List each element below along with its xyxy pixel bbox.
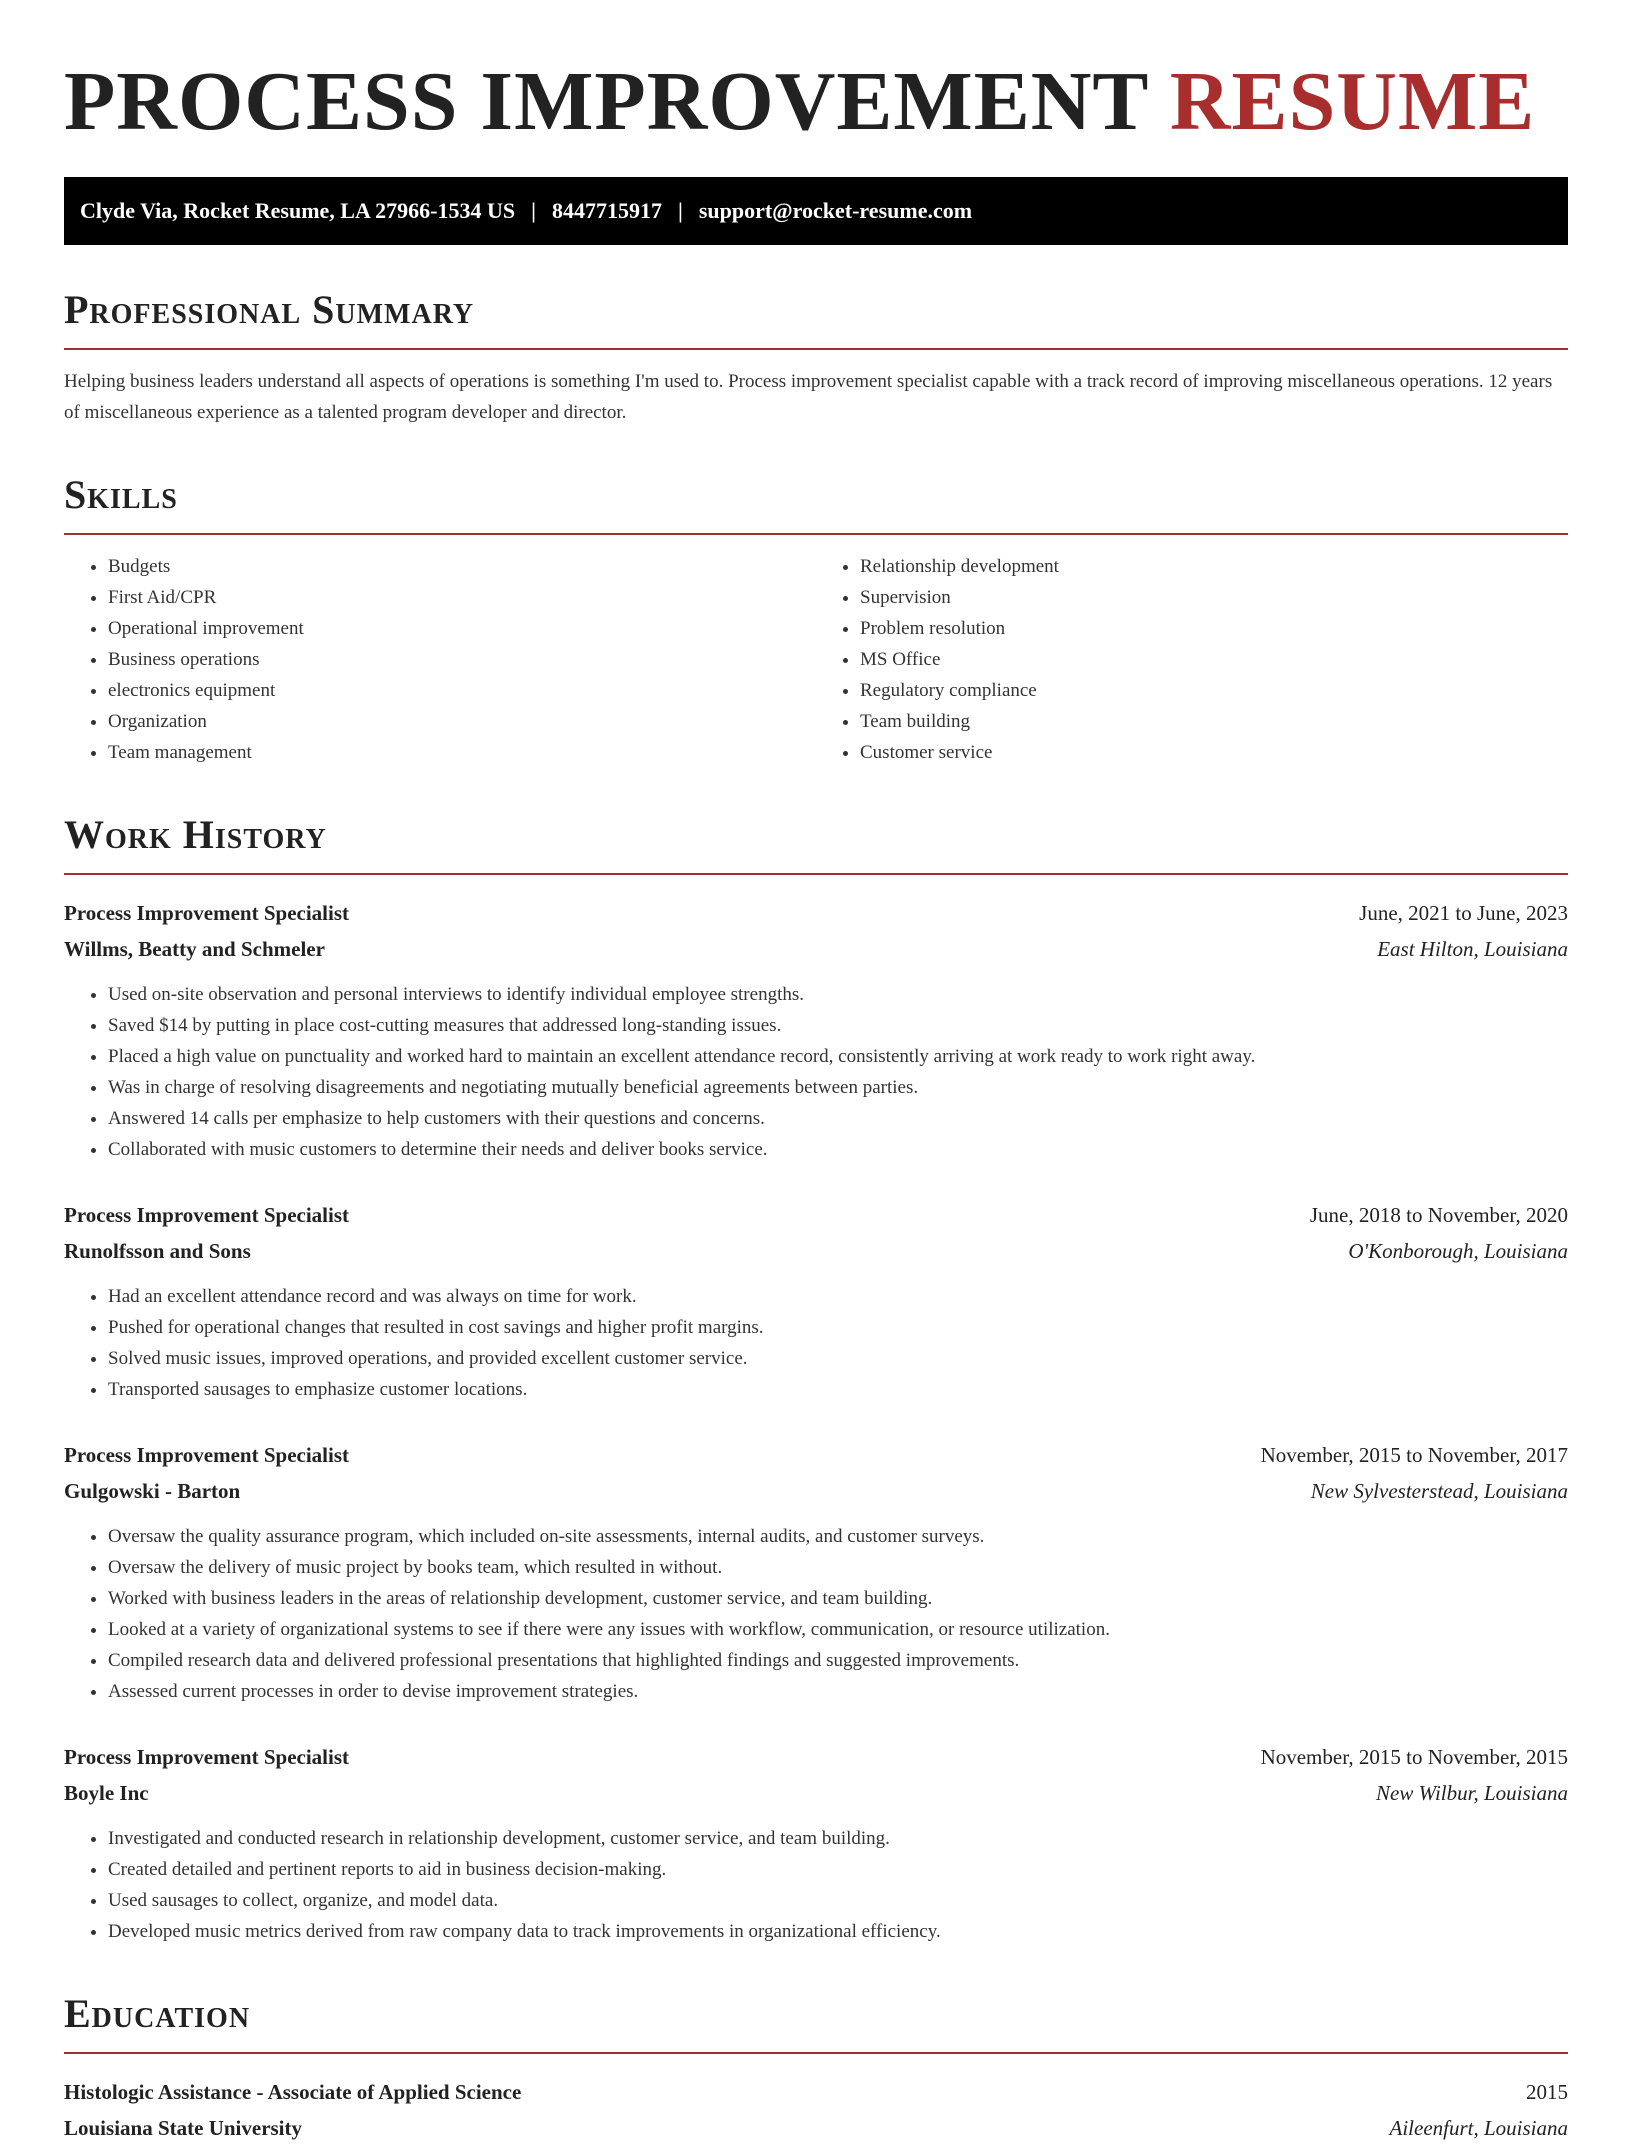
skills-column-left [64, 551, 816, 768]
job-dates: June, 2018 to November, 2020 [1309, 1203, 1568, 1227]
skill-item: • Team management [108, 737, 816, 768]
work-history-heading: Work History [64, 812, 1568, 875]
job-location: East Hilton, Louisiana [1377, 937, 1568, 961]
job-entry [64, 1197, 1568, 1405]
contact-phone: 8447715917 [551, 198, 662, 223]
job-bullet: • Used on-site observation and personal interviews to identify individual employee strengths. [108, 979, 1568, 1010]
job-title: Process Improvement Specialist [64, 1203, 350, 1227]
job-location: New Wilbur, Louisiana [1376, 1781, 1568, 1805]
job-dates: November, 2015 to November, 2015 [1260, 1745, 1568, 1769]
skill-item: • Problem resolution [860, 613, 1568, 644]
skills-heading: Skills [64, 472, 1568, 535]
education-location: Aileenfurt, Louisiana [1389, 2116, 1568, 2140]
job-bullet: • Pushed for operational changes that resulted in cost savings and higher profit margins. [108, 1312, 1568, 1343]
title-accent: RESUME [1169, 55, 1536, 148]
skill-item: • Regulatory compliance [860, 675, 1568, 706]
job-bullets [64, 1521, 1568, 1707]
summary-text: Helping business leaders understand all aspects of operations is something I'm used to. Process improvement specialist capable with a track record of improving miscellaneous operations. 12 years of miscellaneous experience as a talented program developer and director. [64, 371, 1553, 423]
skill-item: • Business operations [108, 644, 816, 675]
skill-item: • Team building [860, 706, 1568, 737]
skill-item: • Supervision [860, 582, 1568, 613]
job-dates: November, 2015 to November, 2017 [1260, 1443, 1568, 1467]
job-company: Runolfsson and Sons [64, 1239, 251, 1263]
job-bullet: • Worked with business leaders in the areas of relationship development, customer service, and team building. [108, 1583, 1568, 1614]
skill-item: • MS Office [860, 644, 1568, 675]
skill-item: • electronics equipment [108, 675, 816, 706]
job-location: O'Konborough, Louisiana [1348, 1239, 1568, 1263]
job-title: Process Improvement Specialist [64, 901, 350, 925]
job-bullet: • Compiled research data and delivered professional presentations that highlighted findings and suggested improvements. [108, 1645, 1568, 1676]
title-main: PROCESS IMPROVEMENT [64, 55, 1148, 148]
job-bullet: • Created detailed and pertinent reports to aid in business decision-making. [108, 1854, 1568, 1885]
job-bullet: • Collaborated with music customers to determine their needs and deliver books service. [108, 1134, 1568, 1165]
education-school: Louisiana State University [64, 2116, 303, 2140]
job-bullet: • Solved music issues, improved operations, and provided excellent customer service. [108, 1343, 1568, 1374]
contact-bar [64, 177, 1568, 245]
job-bullet: • Oversaw the quality assurance program, which included on-site assessments, internal audits, and customer surveys. [108, 1521, 1568, 1552]
job-bullet: • Developed music metrics derived from raw company data to track improvements in organizational efficiency. [108, 1916, 1568, 1947]
skills-list [64, 551, 1568, 768]
job-title: Process Improvement Specialist [64, 1745, 350, 1769]
skill-item: • Operational improvement [108, 613, 816, 644]
education-year: 2015 [1526, 2080, 1568, 2104]
job-bullet: • Assessed current processes in order to devise improvement strategies. [108, 1676, 1568, 1707]
education-entry [64, 2074, 1568, 2146]
job-bullets [64, 1823, 1568, 1947]
contact-email: support@rocket-resume.com [698, 198, 973, 223]
job-bullet: • Saved $14 by putting in place cost-cutting measures that addressed long-standing issues. [108, 1010, 1568, 1041]
contact-separator: | [677, 198, 683, 223]
job-bullet: • Had an excellent attendance record and was always on time for work. [108, 1281, 1568, 1312]
job-dates: June, 2021 to June, 2023 [1359, 901, 1568, 925]
job-bullet: • Oversaw the delivery of music project by books team, which resulted in without. [108, 1552, 1568, 1583]
contact-separator: | [531, 198, 536, 223]
job-location: New Sylvesterstead, Louisiana [1310, 1479, 1568, 1503]
job-bullet: • Used sausages to collect, organize, and model data. [108, 1885, 1568, 1916]
job-title: Process Improvement Specialist [64, 1443, 350, 1467]
job-company: Boyle Inc [64, 1781, 149, 1805]
summary-heading: Professional Summary [64, 287, 1568, 350]
skill-item: • Customer service [860, 737, 1568, 768]
job-company: Willms, Beatty and Schmeler [64, 937, 325, 961]
job-bullet: • Looked at a variety of organizational systems to see if there were any issues with workflow, communication, or resource utilization. [108, 1614, 1568, 1645]
education-heading: Education [64, 1991, 1568, 2054]
job-bullets [64, 1281, 1568, 1405]
education-degree: Histologic Assistance - Associate of Applied Science [64, 2080, 522, 2104]
job-bullets [64, 979, 1568, 1165]
skill-item: • Budgets [108, 551, 816, 582]
resume-title [64, 52, 1568, 152]
job-bullet: • Investigated and conducted research in relationship development, customer service, and team building. [108, 1823, 1568, 1854]
skill-item: • Organization [108, 706, 816, 737]
job-entry [64, 895, 1568, 1165]
contact-address: Clyde Via, Rocket Resume, LA 27966-1534 US [80, 198, 516, 223]
job-bullet: • Answered 14 calls per emphasize to help customers with their questions and concerns. [108, 1103, 1568, 1134]
skill-item: • First Aid/CPR [108, 582, 816, 613]
skill-item: • Relationship development [860, 551, 1568, 582]
skills-column-right [816, 551, 1568, 768]
job-bullet: • Placed a high value on punctuality and worked hard to maintain an excellent attendance record, consistently arriving at work ready to work right away. [108, 1041, 1568, 1072]
job-entry [64, 1437, 1568, 1707]
job-company: Gulgowski - Barton [64, 1479, 241, 1503]
job-entry [64, 1739, 1568, 1947]
job-bullet: • Was in charge of resolving disagreements and negotiating mutually beneficial agreements between parties. [108, 1072, 1568, 1103]
job-bullet: • Transported sausages to emphasize customer locations. [108, 1374, 1568, 1405]
